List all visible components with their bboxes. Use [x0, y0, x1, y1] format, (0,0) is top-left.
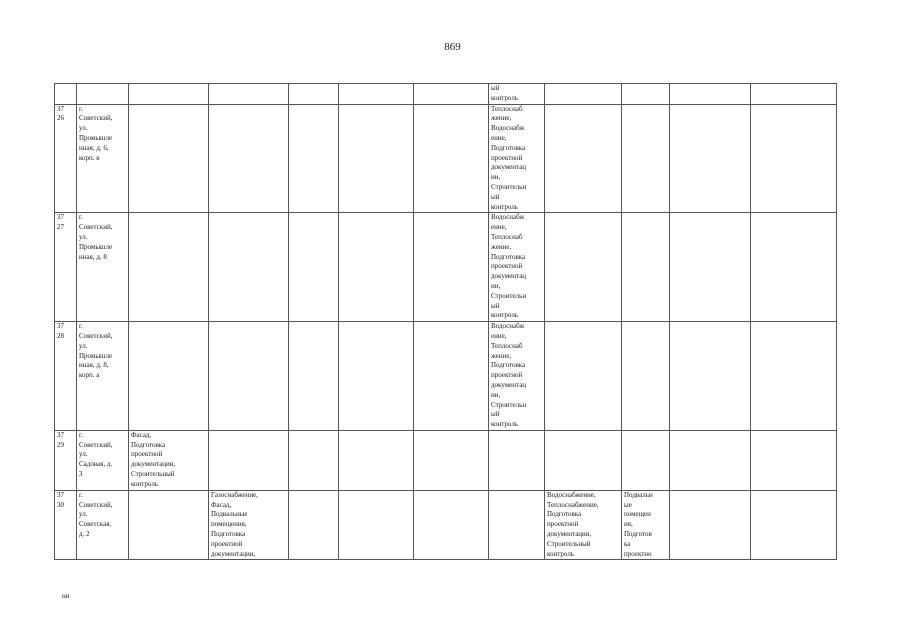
table-cell: [489, 213, 545, 322]
cell-text: Теплоснаб жение, Водоснабж ение, Подготовка проектной документац ии, Строительн ый контроль: [491, 104, 527, 211]
data-table: [54, 83, 837, 560]
table-cell: [289, 322, 339, 431]
cell-text: Водоснабж ение, Теплоснаб жение, Подготовка проектной документац ии, Строительн ый контроль: [491, 322, 527, 429]
table-cell: [414, 430, 489, 490]
table-cell: [209, 84, 289, 105]
table-row: [55, 322, 837, 431]
cell-text: Газоснабжение, Фасад, Подвальные помещения, Подготовка проектной документации,: [211, 490, 258, 558]
table-cell: [77, 430, 129, 490]
table-cell: [129, 213, 209, 322]
table-cell: [209, 430, 289, 490]
table-cell: [622, 213, 670, 322]
table-cell: [55, 84, 77, 105]
table-cell: [414, 84, 489, 105]
table-cell: [77, 490, 129, 559]
table-cell: [751, 213, 837, 322]
table-cell: [751, 104, 837, 213]
table-cell: [77, 322, 129, 431]
table-cell: [289, 104, 339, 213]
table-cell: [545, 213, 622, 322]
table-cell: [545, 104, 622, 213]
table-cell: [289, 430, 339, 490]
table-cell: [622, 322, 670, 431]
table-cell: [339, 322, 414, 431]
table-cell: [545, 490, 622, 559]
table-cell: [339, 213, 414, 322]
table-cell: [622, 430, 670, 490]
table-cell: [55, 490, 77, 559]
table-cell: [55, 104, 77, 213]
cell-text: 37 29: [57, 430, 64, 449]
table-cell: [77, 213, 129, 322]
table-cell: [339, 104, 414, 213]
cell-text: 37 26: [57, 104, 64, 123]
table-cell: [414, 490, 489, 559]
table-cell: [489, 430, 545, 490]
cell-text: 37 30: [57, 490, 64, 509]
table-cell: [670, 490, 751, 559]
table-cell: [489, 490, 545, 559]
table-row: [55, 213, 837, 322]
table-cell: [670, 430, 751, 490]
page-number: 869: [444, 41, 461, 53]
table-cell: [129, 490, 209, 559]
table-cell: [545, 322, 622, 431]
table-cell: [751, 84, 837, 105]
table-cell: [209, 213, 289, 322]
cell-text: г. Советский, ул. Промышле нная, д. 6, корп. в: [79, 104, 113, 162]
cell-text: г. Советский, ул. Советская, д. 2: [79, 490, 113, 539]
table-cell: [209, 104, 289, 213]
table-cell: [289, 490, 339, 559]
table-cell: [289, 213, 339, 322]
table-cell: [751, 322, 837, 431]
table-cell: [489, 84, 545, 105]
table-cell: [670, 213, 751, 322]
table-cell: [55, 213, 77, 322]
cell-text: г. Советский, ул. Промышле нная, д. 8, корп. а: [79, 322, 113, 380]
table-cell: [751, 430, 837, 490]
table-cell: [414, 104, 489, 213]
table-cell: [670, 104, 751, 213]
table-cell: [129, 84, 209, 105]
cell-text: Подвальн ые помещен ия, Подготов ка проектно: [624, 490, 653, 558]
table-cell: [129, 430, 209, 490]
table-cell: [622, 84, 670, 105]
cell-text: Водоснабжение, Теплоснабжение, Подготовка проектной документации, Строительный контроль: [547, 490, 599, 558]
table-cell: [339, 84, 414, 105]
footer-mark: ни: [62, 592, 70, 600]
cell-text: г. Советский, ул. Промышле нная, д. 8: [79, 213, 113, 261]
table-cell: [55, 322, 77, 431]
table-cell: [77, 84, 129, 105]
table-cell: [414, 322, 489, 431]
table-cell: [545, 430, 622, 490]
table-cell: [489, 104, 545, 213]
table-cell: [751, 490, 837, 559]
cell-text: Фасад, Подготовка проектной документации, Строительный контроль: [131, 430, 176, 488]
table-cell: [339, 490, 414, 559]
table-row: [55, 104, 837, 213]
table-cell: [209, 322, 289, 431]
table-cell: [129, 322, 209, 431]
cell-text: ый контроль: [491, 84, 519, 102]
table-cell: [670, 84, 751, 105]
table-row: [55, 430, 837, 490]
table-cell: [77, 104, 129, 213]
table-cell: [670, 322, 751, 431]
table-row: [55, 84, 837, 105]
table-cell: [545, 84, 622, 105]
table-cell: [209, 490, 289, 559]
table-cell: [289, 84, 339, 105]
cell-text: г. Советский, ул. Садовая, д. 3: [79, 430, 113, 479]
table-cell: [339, 430, 414, 490]
table-cell: [489, 322, 545, 431]
table-cell: [414, 213, 489, 322]
table-cell: [129, 104, 209, 213]
cell-text: 37 27: [57, 213, 64, 232]
cell-text: 37 28: [57, 322, 64, 340]
table-cell: [622, 490, 670, 559]
table-cell: [55, 430, 77, 490]
cell-text: Водоснабж ение, Теплоснаб жение, Подготовка проектной документац ии, Строительн ый контроль: [491, 213, 527, 320]
table-row: [55, 490, 837, 559]
table-cell: [622, 104, 670, 213]
